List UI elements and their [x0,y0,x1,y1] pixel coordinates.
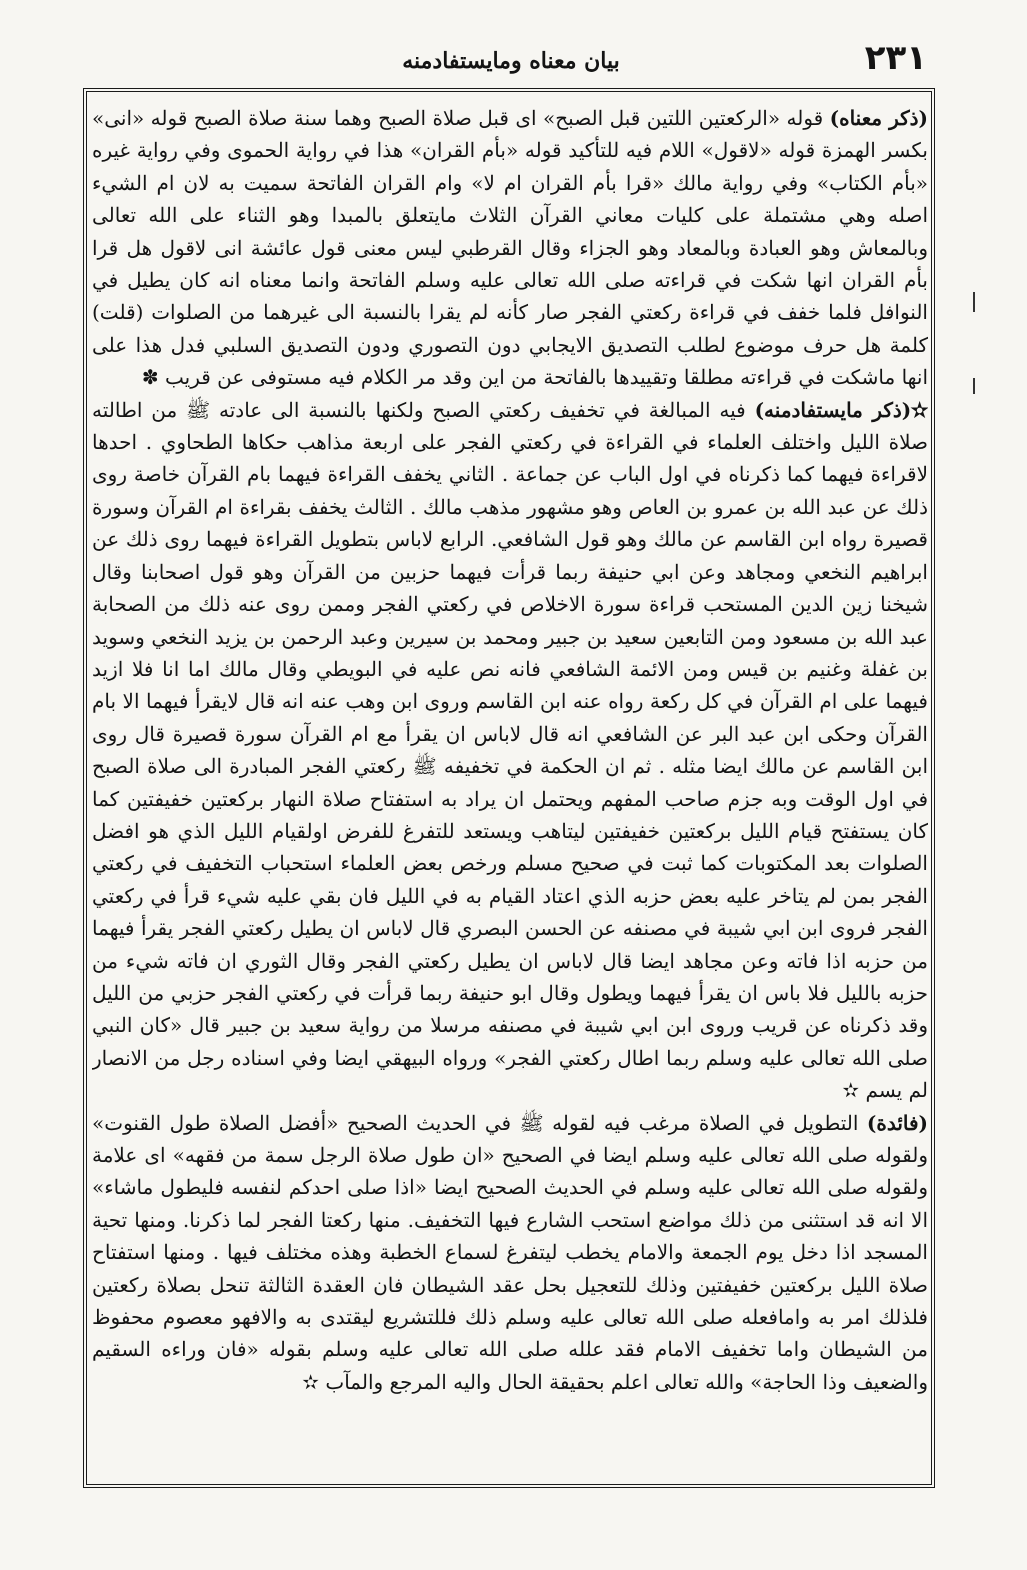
paragraph-text: التطويل في الصلاة مرغب فيه لقوله ﷺ في الحديث الصحيح «أفضل الصلاة طول القنوت» ولقوله صلى الله تعالى عليه وسلم ايضا في الصحيح «ان طول صلاة الرجل سمة من فقهه» اى علامة ولقوله صلى الله تعالى عليه وسلم في الحديث الصحيح ايضا «اذا صلى احدكم لنفسه فليطول ماشاء» الا انه قد استثنى من ذلك مواضع استحب الشارع فيها التخفيف. منها ركعتا الفجر لما ذكرنا. ومنها تحية المسجد اذا دخل يوم الجمعة والامام يخطب ليتفرغ لسماع الخطبة وهذه مختلف فيها . ومنها استفتاح صلاة الليل بركعتين خفيفتين وذلك للتعجيل بحل عقد الشيطان فان العقدة الثالثة تنحل بصلاة ركعتين فلذلك امر به وامافعله صلى الله تعالى عليه وسلم ذلك فللتشريع ليقتدى به والافهو معصوم محفوظ من الشيطان واما تخفيف الامام فقد علله صلى الله تعالى عليه وسلم بقوله «فان وراءه السقيم والضعيف وذا الحاجة» والله تعالى اعلم بحقيقة الحال واليه المرجع والمآب ✫ [92,1110,928,1394]
body-text [92,102,928,1486]
section-heading: (فائدة) [866,1110,928,1135]
paragraph-text: قوله «الركعتين اللتين قبل الصبح» اى قبل صلاة الصبح وهما سنة صلاة الصبح قوله «انى» بكسر الهمزة قوله «لاقول» اللام فيه للتأكيد قوله «بأم القران» هذا في رواية الحموى وفي رواية غيره «بأم الكتاب» وفي رواية مالك «قرا بأم القران ام لا» وام القران الفاتحة سميت به لان ام الشيء اصله وهي مشتملة على كليات معاني القرآن الثلاث مايتعلق بالمبدا وهو الثناء على الله تعالى وبالمعاش وهو العبادة وبالمعاد وهو الجزاء وقال القرطبي ليس معنى قول عائشة انى لاقول هل قرا بأم القران انها شكت في قراءته صلى الله تعالى عليه وسلم الفاتحة وانما معناه انه كان يطيل في النوافل فلما خفف في قراءة ركعتي الفجر صار كأنه لم يقرا بالنسبة الى غيرهما من الصلوات (قلت) كلمة هل حرف موضوع لطلب التصديق الايجابي دون التصوري ودون التصديق السلبي فدل هذا على انها ماشكت في قراءته مطلقا وتقييدها بالفاتحة من اين وقد مر الكلام فيه مستوفى عن قريب ✽ [92,106,928,390]
paragraph-note [92,1107,928,1399]
running-title: بيان معناه ومايستفادمنه [402,48,620,74]
section-heading: (ذكر معناه) [829,106,928,130]
margin-mark [973,378,975,394]
paragraph-text: فيه المبالغة في تخفيف ركعتي الصبح ولكنها بالنسبة الى عادته ﷺ من اطالته صلاة الليل واختلف العلماء في القراءة في ركعتي الفجر على اربعة مذاهب حكاها الطحاوي . احدها لاقراءة فيهما كما ذكرناه في اول الباب عن جماعة . الثاني يخفف القراءة فيهما بام القرآن خاصة روى ذلك عن عبد الله بن عمرو بن العاص وهو مشهور مذهب مالك . الثالث يخفف بقراءة ام القرآن وسورة قصيرة رواه ابن القاسم عن مالك وهو قول الشافعي. الرابع لاباس بتطويل القراءة فيهما روى ذلك عن ابراهيم النخعي ومجاهد وعن ابي حنيفة ربما قرأت فيهما حزبين من القرآن وهو قول اصحابنا وقال شيخنا زين الدين المستحب قراءة سورة الاخلاص في ركعتي الفجر وممن روى عنه ذلك من الصحابة عبد الله بن مسعود ومن التابعين سعيد بن جبير ومحمد بن سيرين وعبد الرحمن بن يزيد النخعي وسويد بن غفلة وغنيم بن قيس ومن الائمة الشافعي فانه نص عليه في البويطي وقال مالك اما انا فلا ازيد فيهما على ام القرآن في كل ركعة رواه عنه ابن القاسم وروى ابن وهب عنه انه قال لايقرأ فيهما الا بام القرآن وحكى ابن عبد البر عن الشافعي انه قال لاباس ان يقرأ مع ام القرآن سورة قصيرة قال روى ابن القاسم عن مالك ايضا مثله . ثم ان الحكمة في تخفيفه ﷺ ركعتي الفجر المبادرة الى صلاة الصبح في اول الوقت وبه جزم صاحب المفهم ويحتمل ان يراد به استفتاح صلاة النهار بركعتين خفيفتين كما كان يستفتح قيام الليل بركعتين خفيفتين ليتاهب ويستعد للتفرغ للفرض اولقيام الليل الذي هو افضل الصلوات بعد المكتوبات كما ثبت في صحيح مسلم ورخص بعض العلماء استحباب التخفيف في ركعتي الفجر بمن لم يتاخر عليه بعض حزبه الذي اعتاد القيام به في الليل فان بقي عليه شيء قرأ في ركعتي الفجر فروى ابن ابي شيبة في مصنفه عن الحسن البصري قال لاباس ان يطيل ركعتي الفجر يقرأ فيهما من حزبه اذا فاته وعن مجاهد ايضا قال لاباس ان يطيل ركعتي الفجر وقال الثوري ان فاته شيء من حزبه بالليل فلا باس ان يقرأ فيهما ويطول وقال ابو حنيفة ربما قرأت في ركعتي الفجر حزبي من الليل وقد ذكرناه عن قريب وروى ابن ابي شيبة في مصنفه مرسلا من رواية سعيد بن جبير قال «كان النبي صلى الله تعالى عليه وسلم ربما اطال ركعتي الفجر» ورواه البيهقي ايضا وفي اسناده رجل من الانصار لم يسم ✫ [92,397,928,1103]
page-number: ٢٣١ [864,38,927,78]
page-header [95,38,927,88]
paragraph-meaning [92,102,928,394]
section-heading: ✫(ذكر مايستفادمنه) [754,397,928,422]
paragraph-benefits [92,394,928,1107]
margin-mark [973,292,975,312]
